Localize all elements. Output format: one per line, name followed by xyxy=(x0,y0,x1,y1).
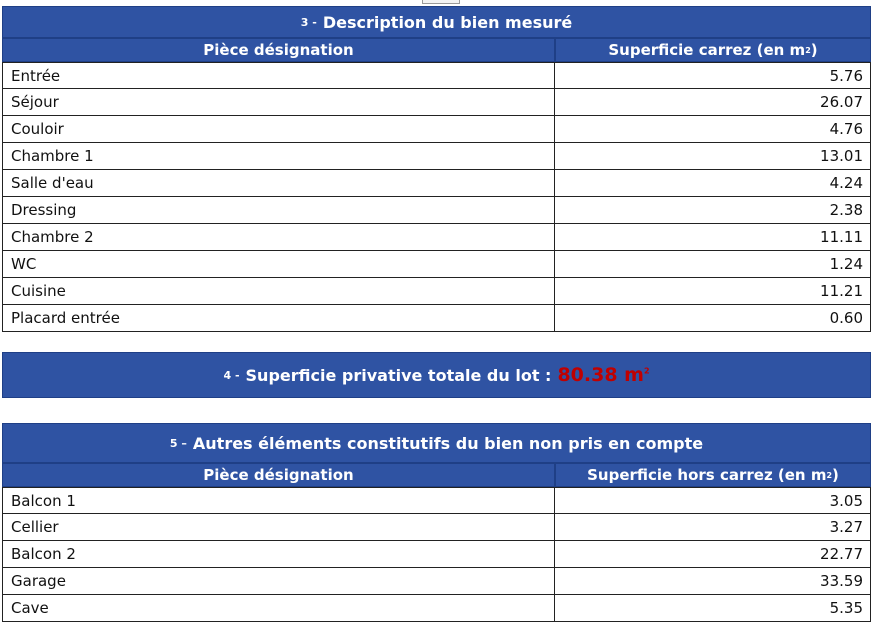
table-row xyxy=(2,487,871,514)
total-value: 80.38 $m^2$ xyxy=(557,364,650,386)
table-row xyxy=(2,568,871,595)
section-5-table xyxy=(2,423,871,622)
table-row xyxy=(2,541,871,568)
room-area: 22.77 xyxy=(555,541,871,568)
room-name: WC xyxy=(2,251,555,278)
room-area: 0.60 xyxy=(555,305,871,332)
table-row xyxy=(2,62,871,89)
section-5-title: 5 – Autres éléments constitutifs du bien non pris en compte xyxy=(2,423,871,463)
section-3-table xyxy=(2,6,871,332)
column-header-superficie-hors-carrez: Superficie hors carrez (en m 2 ) xyxy=(555,463,871,487)
room-area: 3.05 xyxy=(555,487,871,514)
room-area: 2.38 xyxy=(555,197,871,224)
room-name: Chambre 2 xyxy=(2,224,555,251)
room-name: Balcon 1 xyxy=(2,487,555,514)
table-row xyxy=(2,224,871,251)
room-name: Salle d'eau xyxy=(2,170,555,197)
room-area: 4.76 xyxy=(555,116,871,143)
section-3-title: 3 - Description du bien mesuré xyxy=(2,6,871,38)
column-header-piece: Pièce désignation xyxy=(2,463,555,487)
room-area: 13.01 xyxy=(555,143,871,170)
room-area: 26.07 xyxy=(555,89,871,116)
column-header-superficie: Superficie carrez (en m 2 ) xyxy=(555,38,871,62)
section-5-header xyxy=(2,463,871,487)
room-area: 5.35 xyxy=(555,595,871,622)
table-row xyxy=(2,305,871,332)
table-row xyxy=(2,251,871,278)
room-area: 11.21 xyxy=(555,278,871,305)
table-row xyxy=(2,89,871,116)
table-row xyxy=(2,278,871,305)
table-row xyxy=(2,143,871,170)
total-banner: 4 - Superficie privative totale du lot : 80.38 $m^2$ xyxy=(2,352,871,398)
room-name: Placard entrée xyxy=(2,305,555,332)
room-name: Cave xyxy=(2,595,555,622)
room-name: Dressing xyxy=(2,197,555,224)
table-row xyxy=(2,595,871,622)
table-row xyxy=(2,514,871,541)
room-name: Balcon 2 xyxy=(2,541,555,568)
section-4-total xyxy=(2,352,871,398)
room-area: 11.11 xyxy=(555,224,871,251)
table-row xyxy=(2,116,871,143)
section-3-header xyxy=(2,38,871,62)
room-name: Cellier xyxy=(2,514,555,541)
room-area: 3.27 xyxy=(555,514,871,541)
room-area: 33.59 xyxy=(555,568,871,595)
room-area: 5.76 xyxy=(555,62,871,89)
room-name: Chambre 1 xyxy=(2,143,555,170)
room-area: 1.24 xyxy=(555,251,871,278)
room-name: Garage xyxy=(2,568,555,595)
table-row xyxy=(2,197,871,224)
table-row xyxy=(2,170,871,197)
window-tab-nub xyxy=(422,0,460,4)
room-name: Cuisine xyxy=(2,278,555,305)
room-area: 4.24 xyxy=(555,170,871,197)
column-header-piece: Pièce désignation xyxy=(2,38,555,62)
room-name: Séjour xyxy=(2,89,555,116)
room-name: Couloir xyxy=(2,116,555,143)
room-name: Entrée xyxy=(2,62,555,89)
